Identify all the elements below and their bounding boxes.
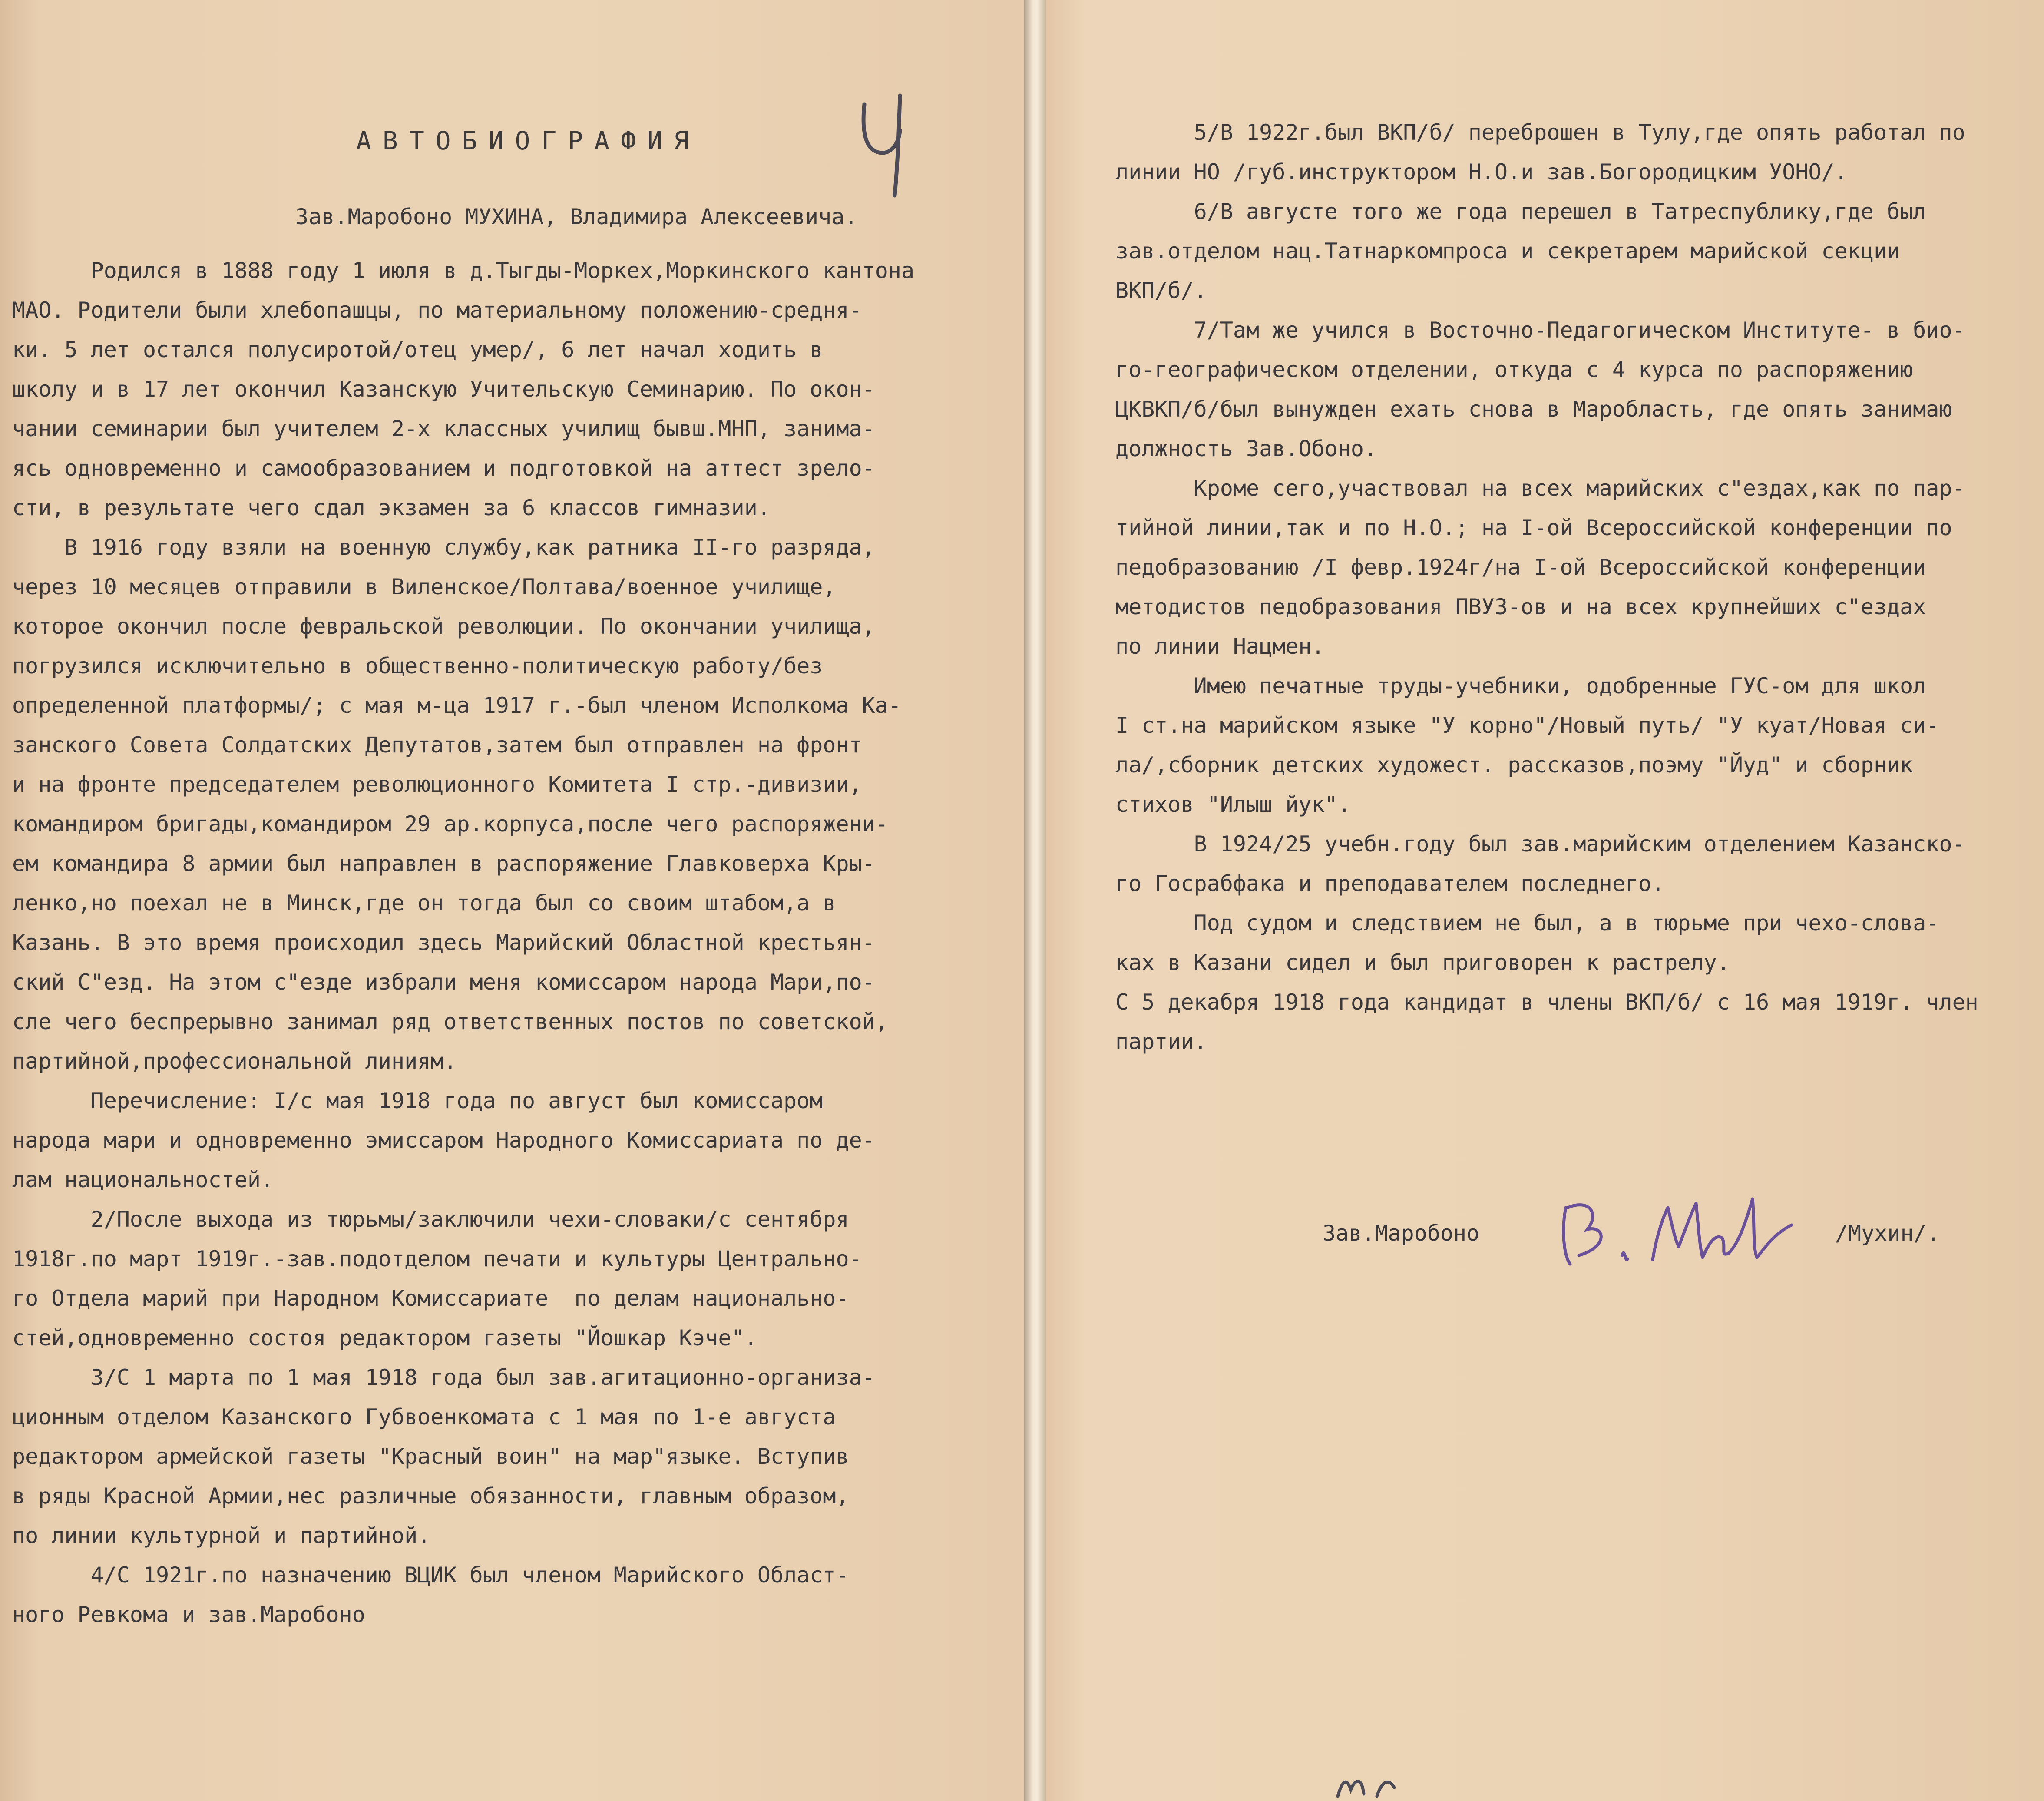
- bottom-pencil-mark: [1333, 1772, 1412, 1798]
- document-title: АВТОБИОГРАФИЯ: [356, 126, 700, 156]
- signature-position: Зав.Маробоно: [1323, 1221, 1480, 1246]
- signature-line: [1323, 1208, 1952, 1277]
- document-subtitle: Зав.Маробоно МУХИНА, Владимира Алексеевича.: [295, 204, 858, 229]
- handwritten-signature: [1548, 1182, 1809, 1277]
- right-page-body-text: 5/В 1922г.был ВКП/б/ переброшен в Тулу,где опять работал по линии НО /губ.инструктором Н.О.и зав.Богородицким УОНО/. 6/В августе того же года перешел в Татреспублику,где был зав.отделом нац.Татнаркомпроса и секретарем марийской секции ВКП/б/. 7/Там же учился в Восточно-Педагогическом Институте- в био- го-географическом отделении, откуда с 4 курса по распоряжению ЦКВКП/б/был вынужден ехать снова в Маробласть, где опять занимаю должность Зав.Обоно. Кроме сего,участвовал на всех марийских с"ездах,как по пар- тийной линии,так и по Н.О.; на I-ой Всероссийской конференции по педобразованию /I февр.1924г/на I-ой Всероссийской конференции методистов педобразования ПВУЗ-ов и на всех крупнейших с"ездах по линии Нацмен. Имею печатные труды-учебники, одобренные ГУС-ом для школ I ст.на марийском языке "У корно"/Новый путь/ "У куат/Новая си- ла/,сборник детских художест. рассказов,поэму "Йуд" и сборник стихов "Илыш йук". В 1924/25 учебн.году был зав.марийским отделением Казанско- го Госрабфака и преподавателем последнего. Под судом и следствием не был, а в тюрьме при чехо-слова- ках в Казани сидел и был приговорен к растрелу. С 5 декабря 1918 года кандидат в члены ВКП/б/ с 16 мая 1919г. член партии.: [1115, 120, 1978, 1054]
- left-page-body-text: Родился в 1888 году 1 июля в д.Тыгды-Моркех,Моркинского кантона МАО. Родители были хлебопашцы, по материальному положению-средня- ки. 5 лет остался полусиротой/отец умер/, 6 лет начал ходить в школу и в 17 лет окончил Казанскую Учительскую Семинарию. По окон- чании семинарии был учителем 2-х классных училищ бывш.МНП, занима- ясь одновременно и самообразованием и подготовкой на аттест зрело- сти, в результате чего сдал экзамен за 6 классов гимназии. В 1916 году взяли на военную службу,как ратника II-го разряда, через 10 месяцев отправили в Виленское/Полтава/военное училище, которое окончил после февральской революции. По окончании училища, погрузился исключительно в общественно-политическую работу/без определенной платформы/; с мая м-ца 1917 г.-был членом Исполкома Ка- занского Совета Солдатских Депутатов,затем был отправлен на фронт и на фронте председателем революционного Комитета I стр.-дивизии, командиром бригады,командиром 29 ар.корпуса,после чего распоряжени- ем командира 8 армии был направлен в распоряжение Главковерха Кры- ленко,но поехал не в Минск,где он тогда был со своим штабом,а в Казань. В это время происходил здесь Марийский Областной крестьян- ский С"езд. На этом с"езде избрали меня комиссаром народа Мари,по- сле чего беспрерывно занимал ряд ответственных постов по советской, партийной,профессиональной линиям. Перечисление: I/с мая 1918 года по август был комиссаром народа мари и одновременно эмиссаром Народного Комиссариата по де- лам национальностей. 2/После выхода из тюрьмы/заключили чехи-словаки/с сентября 1918г.по март 1919г.-зав.подотделом печати и культуры Центрально- го Отдела марий при Народном Комиссариате по делам национально- стей,одновременно состоя редактором газеты "Йошкар Кэче". 3/С 1 марта по 1 мая 1918 года был зав.агитационно-организа- ционным отделом Казанского Губвоенкомата с 1 мая по 1-е августа редактором армейской газеты "Красный воин" на мар"языке. Вступив в ряды Красной Армии,нес различные обязанности, главным образом, по линии культурной и партийной. 4/С 1921г.по назначению ВЦИК был членом Марийского Област- ного Ревкома и зав.Маробоно: [12, 258, 915, 1627]
- handwritten-page-mark: [851, 87, 916, 200]
- page-fold: [1024, 0, 1046, 1801]
- signature-name: /Мухин/.: [1835, 1221, 1940, 1246]
